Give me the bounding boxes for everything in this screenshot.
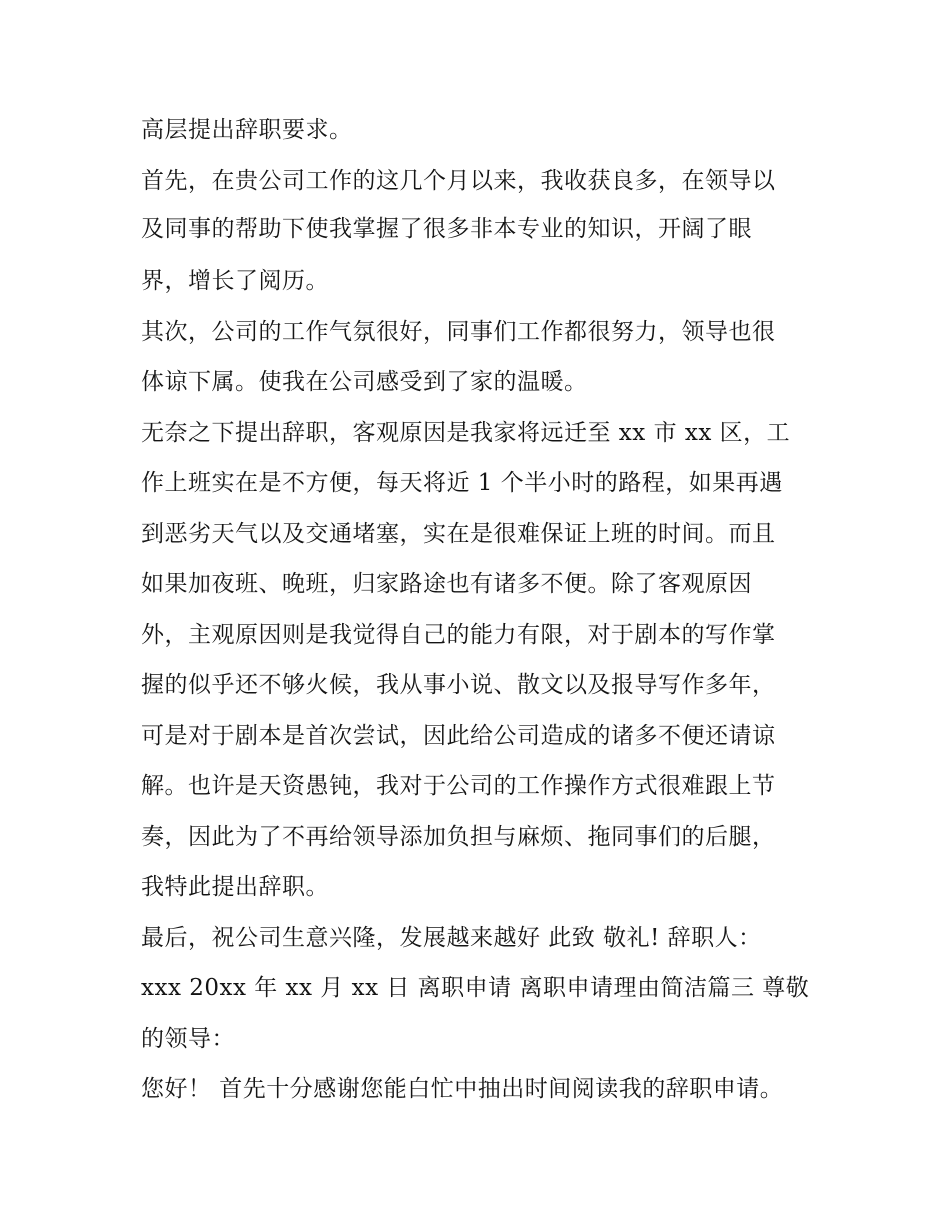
text-line: 高层提出辞职要求。 [141, 117, 353, 143]
text-line: 外，主观原因则是我觉得自己的能力有限，对于剧本的写作掌 [141, 622, 776, 648]
text-line: xxx 20xx 年 xx 月 xx 日 离职申请 离职申请理由简洁篇三 尊敬 [141, 975, 810, 1001]
text-line: 体谅下属。使我在公司感受到了家的温暖。 [141, 369, 588, 395]
text-line: 的领导： [141, 1026, 235, 1052]
text-line: 奏，因此为了不再给领导添加负担与麻烦、拖同事们的后腿， [141, 824, 776, 850]
text-line: 最后，祝公司生意兴隆，发展越来越好 此致 敬礼! 辞职人： [141, 925, 762, 951]
text-line: 作上班实在是不方便，每天将近 1 个半小时的路程，如果再遇 [141, 470, 783, 496]
text-line: 握的似乎还不够火候，我从事小说、散文以及报导写作多年， [141, 672, 776, 698]
text-line: 可是对于剧本是首次尝试，因此给公司造成的诸多不便还请谅 [141, 723, 776, 749]
text-line: 其次，公司的工作气氛很好，同事们工作都很努力，领导也很 [141, 319, 776, 345]
text-line: 解。也许是天资愚钝，我对于公司的工作操作方式很难跟上节 [141, 773, 776, 799]
text-line: 首先，在贵公司工作的这几个月以来，我收获良多，在领导以 [141, 168, 776, 194]
text-line: 界，增长了阅历。 [141, 268, 329, 294]
text-line: 您好！ 首先十分感谢您能白忙中抽出时间阅读我的辞职申请。 [141, 1076, 784, 1102]
text-line: 及同事的帮助下使我掌握了很多非本专业的知识，开阔了眼 [141, 216, 752, 242]
text-line: 如果加夜班、晚班，归家路途也有诸多不便。除了客观原因 [141, 571, 752, 597]
text-line: 我特此提出辞职。 [141, 874, 329, 900]
text-line: 无奈之下提出辞职，客观原因是我家将远迁至 xx 市 xx 区，工 [141, 420, 791, 446]
text-line: 到恶劣天气以及交通堵塞，实在是很难保证上班的时间。而且 [141, 521, 776, 547]
